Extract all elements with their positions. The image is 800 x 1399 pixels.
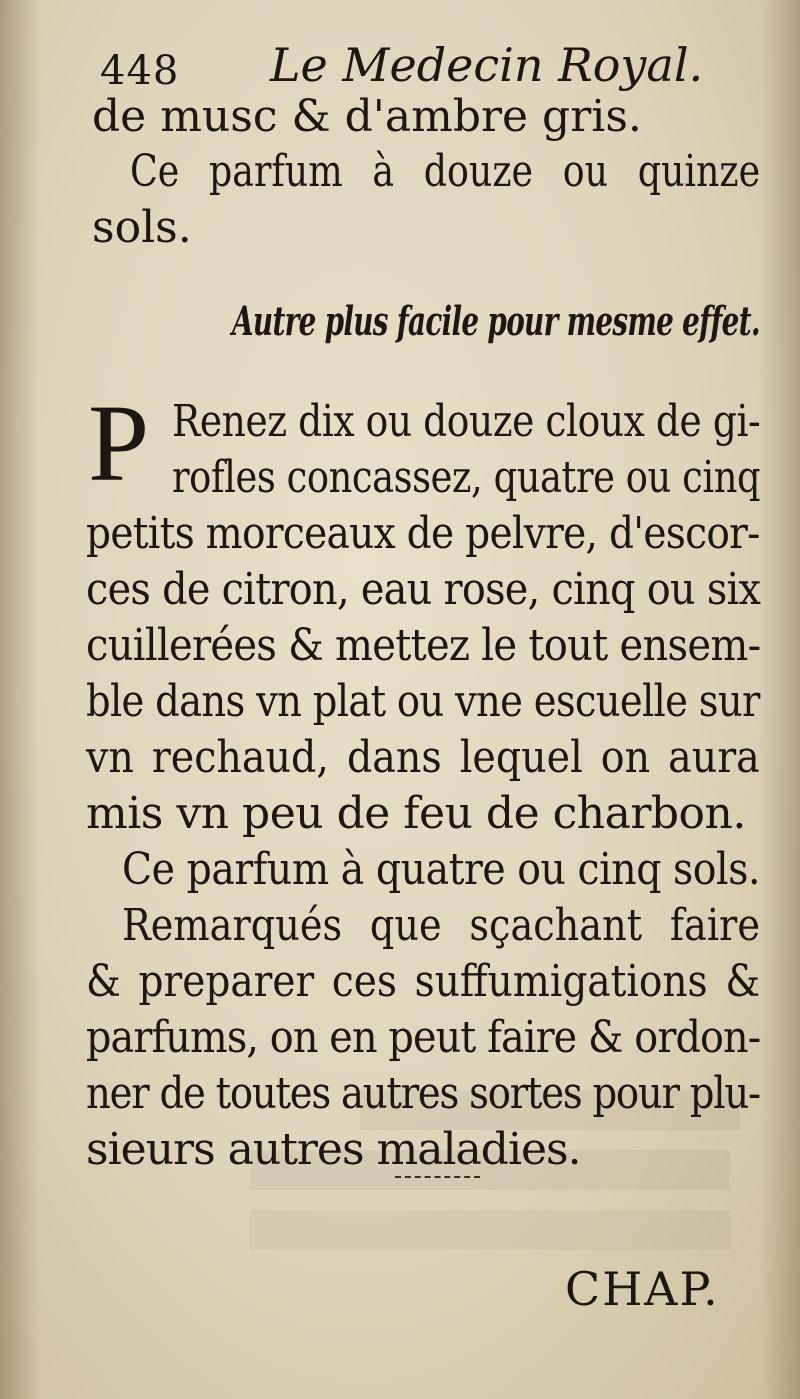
paragraph-line: cuillerées & mettez le tout ensem- [86, 620, 761, 671]
text-line: sols. [92, 202, 192, 253]
paragraph-line: ces de citron, eau rose, cinq ou six [86, 564, 761, 615]
paragraph-line: petits morceaux de pelvre, d'escor- [86, 508, 760, 559]
catchword: CHAP. [565, 1262, 720, 1316]
paragraph-line: Ce parfum à quatre ou cinq sols. [122, 844, 761, 895]
paragraph-line: vn rechaud, dans lequel on aura [86, 732, 760, 783]
page-gutter-shadow [0, 0, 40, 1399]
text-line: Ce parfum à douze ou quinze [130, 146, 761, 197]
running-head: Le Medecin Royal. [270, 38, 704, 92]
show-through-mark [250, 1210, 730, 1250]
text-line: de musc & d'ambre gris. [92, 91, 642, 142]
paragraph-line: mis vn peu de feu de charbon. [86, 788, 746, 839]
paragraph-line: parfums, on en peut faire & ordon- [86, 1012, 761, 1063]
paragraph-line: Renez dix ou douze cloux de gi- [172, 396, 761, 447]
paragraph-line: sieurs autres maladies. [86, 1124, 581, 1175]
paragraph-line: ble dans vn plat ou vne escuelle sur [86, 676, 760, 727]
paragraph-line: & preparer ces suffumigations & [86, 956, 761, 1007]
end-rule [395, 1176, 480, 1186]
section-subheading: Autre plus facile pour mesme effet. [232, 298, 760, 345]
paragraph-line: Remarqués que sçachant faire [122, 900, 760, 951]
drop-cap: P [88, 382, 150, 504]
page-header [100, 38, 704, 94]
paragraph-line: ner de toutes autres sortes pour plu- [86, 1068, 760, 1119]
page-number: 448 [100, 48, 180, 94]
paragraph-line: rofles concassez, quatre ou cinq [172, 452, 761, 503]
page-edge-shadow [760, 0, 800, 1399]
